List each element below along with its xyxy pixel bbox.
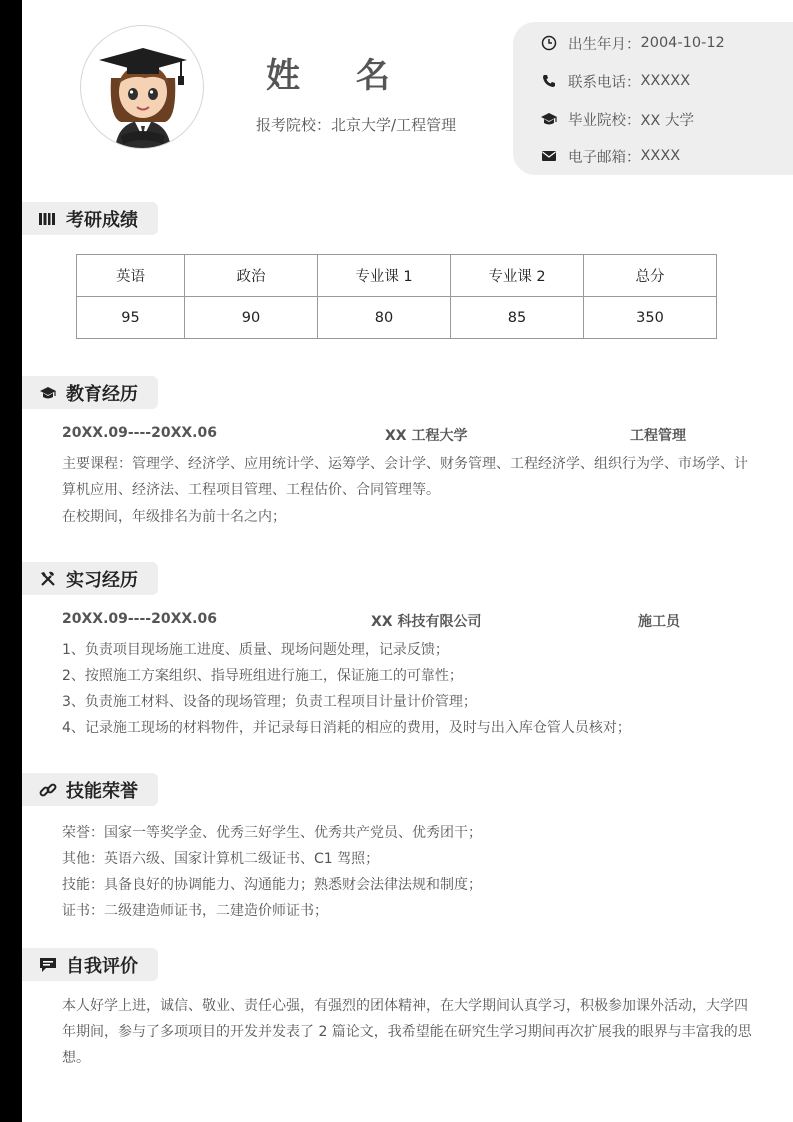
avatar-illustration: [81, 26, 204, 149]
section-self-header: [22, 948, 158, 981]
section-education-title: 教育经历: [66, 383, 138, 405]
scores-value-cell: 80: [318, 297, 451, 339]
internship-item: 4、记录施工现场的材料物件，并记录每日消耗的相应的费用，及时与出入库仓管人员核对；: [62, 720, 631, 736]
scores-value-cell: 350: [584, 297, 717, 339]
target-school-label: 报考院校：: [256, 116, 332, 134]
internship-period: 20XX.09----20XX.06: [62, 611, 217, 627]
section-scores-header: [22, 202, 158, 235]
internship-company: XX 科技有限公司: [371, 614, 482, 630]
section-self-title: 自我评价: [66, 955, 138, 977]
scores-value-cell: 90: [185, 297, 318, 339]
contact-email-value: XXXX: [640, 148, 681, 164]
education-school: XX 工程大学: [385, 428, 468, 444]
contact-email-label: 电子邮箱：: [568, 149, 641, 166]
target-school-line: [256, 114, 456, 135]
contact-birth-value: 2004-10-12: [640, 35, 725, 51]
scores-value-row: [77, 297, 717, 339]
skills-item: 证书：二级建造师证书，二建造价师证书；: [62, 903, 328, 919]
education-rank: 在校期间，年级排名为前十名之内；: [62, 509, 286, 525]
contact-email: [540, 146, 680, 166]
section-education-header: [22, 376, 158, 409]
contact-school: [540, 109, 694, 129]
scores-header-cell: 专业课 2: [451, 255, 584, 297]
left-accent-bar: [0, 0, 22, 1122]
scores-header-cell: 政治: [185, 255, 318, 297]
scores-header-row: [77, 255, 717, 297]
contact-phone-label: 联系电话：: [568, 74, 641, 91]
section-skills-title: 技能荣誉: [66, 780, 138, 802]
comment-icon: [38, 955, 58, 975]
skills-item: 技能：具备良好的协调能力、沟通能力；熟悉财会法律法规和制度；: [62, 877, 482, 893]
graduation-cap-icon: [540, 110, 558, 128]
target-school-value: 北京大学/工程管理: [331, 116, 457, 134]
scores-header-cell: 英语: [77, 255, 185, 297]
phone-icon: [540, 72, 558, 90]
contact-school-value: XX 大学: [640, 112, 694, 129]
education-summary-row: [62, 425, 762, 445]
education-period: 20XX.09----20XX.06: [62, 425, 217, 441]
contact-school-label: 毕业院校：: [568, 112, 641, 129]
section-scores-title: 考研成绩: [66, 209, 138, 231]
skills-item: 荣誉：国家一等奖学金、优秀三好学生、优秀共产党员、优秀团干；: [62, 825, 482, 841]
section-skills-header: [22, 773, 158, 806]
contact-phone: [540, 71, 690, 91]
scores-value-cell: 85: [451, 297, 584, 339]
link-icon: [38, 780, 58, 800]
scores-value-cell: 95: [77, 297, 185, 339]
clock-icon: [540, 34, 558, 52]
books-icon: [38, 209, 58, 229]
internship-summary-row: [62, 611, 762, 631]
scores-table: [76, 254, 717, 339]
scores-header-cell: 专业课 1: [318, 255, 451, 297]
education-major: 工程管理: [630, 428, 686, 444]
self-evaluation-text: 本人好学上进，诚信、敬业、责任心强，有强烈的团体精神，在大学期间认真学习，积极参加课外活动，大学四年期间，参与了多项项目的开发并发表了 2 篇论文，我希望能在研究生学习期间再次扩展我的眼界与丰富我的思想。: [62, 998, 752, 1066]
contact-birth-label: 出生年月：: [568, 36, 641, 53]
scores-header-cell: 总分: [584, 255, 717, 297]
internship-item: 1、负责项目现场施工进度、质量、现场问题处理，记录反馈；: [62, 642, 449, 658]
skills-item: 其他：英语六级、国家计算机二级证书、C1 驾照；: [62, 851, 380, 867]
envelope-icon: [540, 147, 558, 165]
avatar: [80, 25, 204, 149]
section-internship-header: [22, 562, 158, 595]
education-courses: 主要课程：管理学、经济学、应用统计学、运筹学、会计学、财务管理、工程经济学、组织行为学、市场学、计算机应用、经济法、工程项目管理、工程估价、合同管理等。: [62, 456, 748, 498]
internship-item: 3、负责施工材料、设备的现场管理；负责工程项目计量计价管理；: [62, 694, 477, 710]
contact-birth: [540, 33, 725, 53]
internship-item: 2、按照施工方案组织、指导班组进行施工，保证施工的可靠性；: [62, 668, 463, 684]
tools-icon: [38, 569, 58, 589]
section-internship-title: 实习经历: [66, 569, 138, 591]
graduation-cap-icon: [38, 383, 58, 403]
contact-phone-value: XXXXX: [640, 73, 691, 89]
candidate-name: 姓 名: [266, 56, 412, 96]
internship-role: 施工员: [638, 614, 680, 630]
